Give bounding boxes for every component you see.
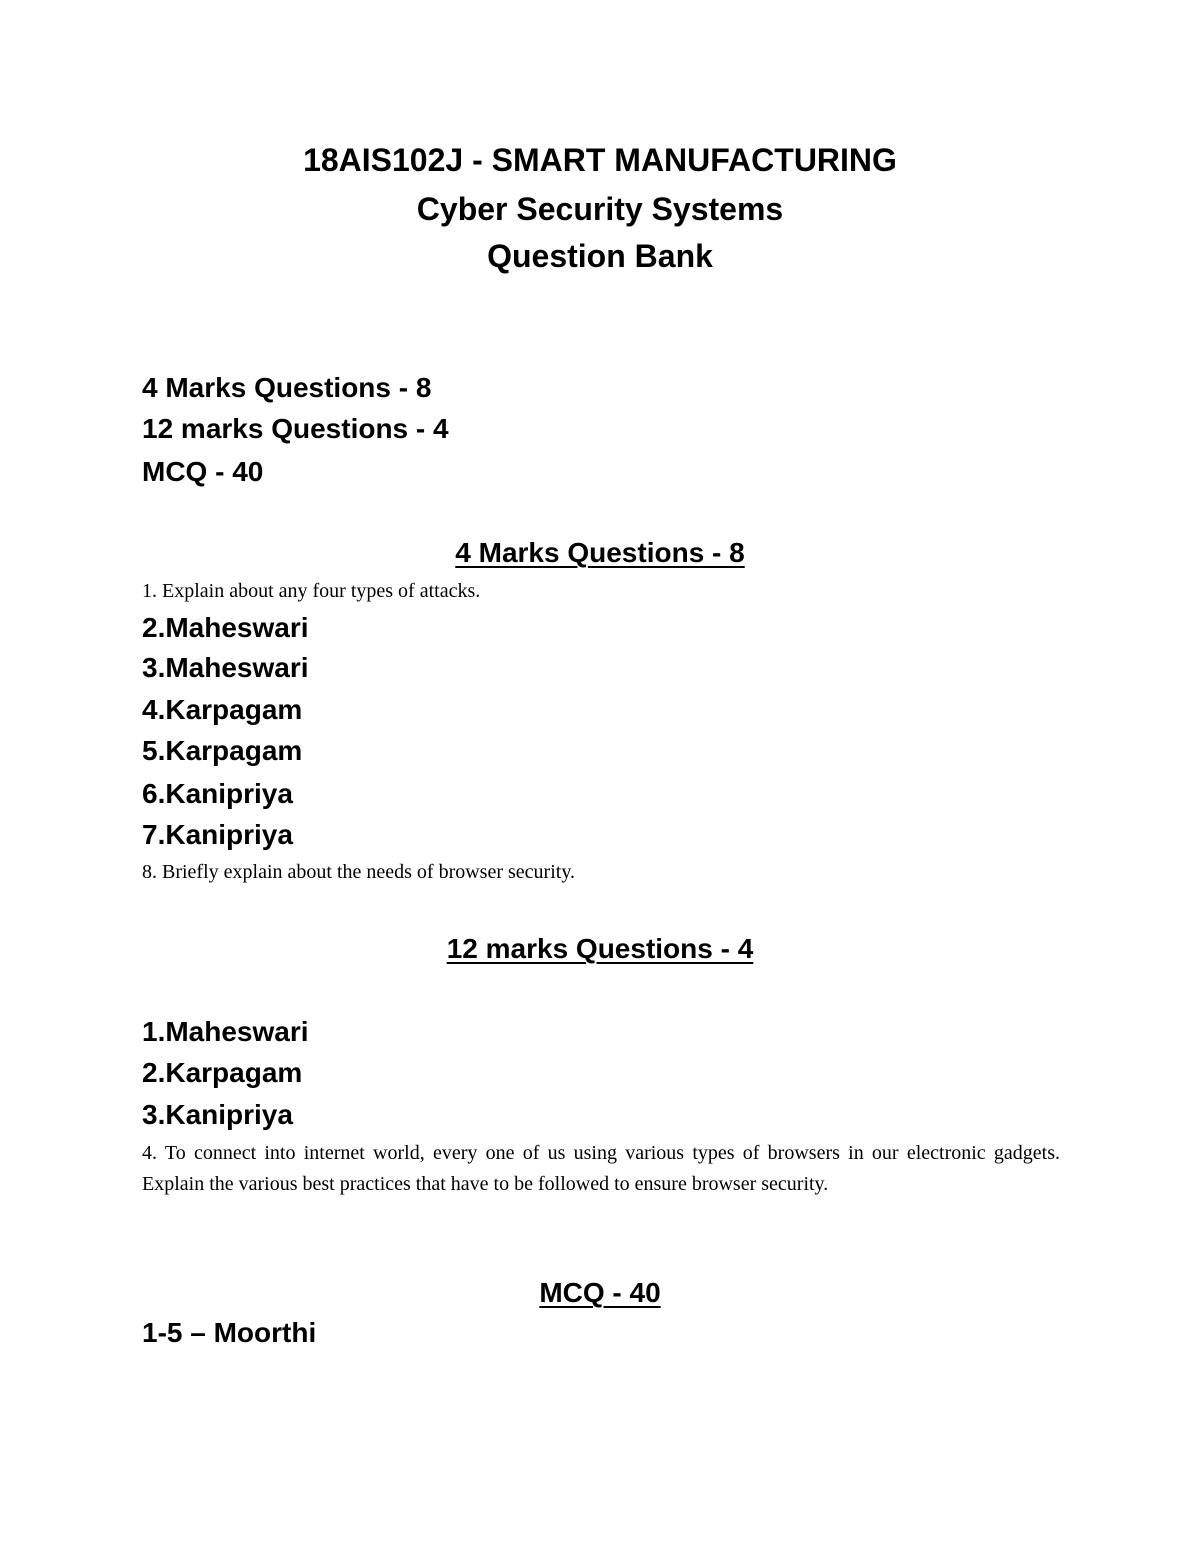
summary-mcq: MCQ - 40: [142, 456, 264, 487]
subject-title: Cyber Security Systems: [416, 191, 784, 227]
question-4marks-6: 6.Kanipriya: [142, 778, 293, 809]
section-heading-4marks: 4 Marks Questions - 8: [455, 537, 745, 568]
mcq-assignment-1: 1-5 – Moorthi: [142, 1317, 317, 1348]
question-4marks-7: 7.Kanipriya: [142, 819, 293, 850]
question-4marks-4: 4.Karpagam: [142, 694, 303, 725]
question-4marks-1: 1. Explain about any four types of attacks.: [142, 580, 481, 602]
section-heading-12marks: 12 marks Questions - 4: [446, 933, 754, 964]
question-12marks-3: 3.Kanipriya: [142, 1099, 293, 1130]
course-title: 18AIS102J - SMART MANUFACTURING: [303, 142, 897, 178]
question-4marks-5: 5.Karpagam: [142, 735, 303, 766]
question-12marks-2: 2.Karpagam: [142, 1057, 303, 1088]
summary-12marks: 12 marks Questions - 4: [142, 413, 449, 444]
section-heading-mcq: MCQ - 40: [539, 1277, 661, 1308]
question-4marks-3: 3.Maheswari: [142, 652, 309, 683]
question-12marks-4: 4. To connect into internet world, every one of us using various types of browsers in our electronic gadgets. Explain the various best practices that have to be followed to ensure browser security.: [142, 1142, 1060, 1195]
document-type-title: Question Bank: [487, 238, 713, 274]
question-4marks-8: 8. Briefly explain about the needs of browser security.: [142, 861, 576, 883]
question-12marks-1: 1.Maheswari: [142, 1016, 309, 1047]
summary-4marks: 4 Marks Questions - 8: [142, 372, 432, 403]
question-4marks-2: 2.Maheswari: [142, 612, 309, 643]
